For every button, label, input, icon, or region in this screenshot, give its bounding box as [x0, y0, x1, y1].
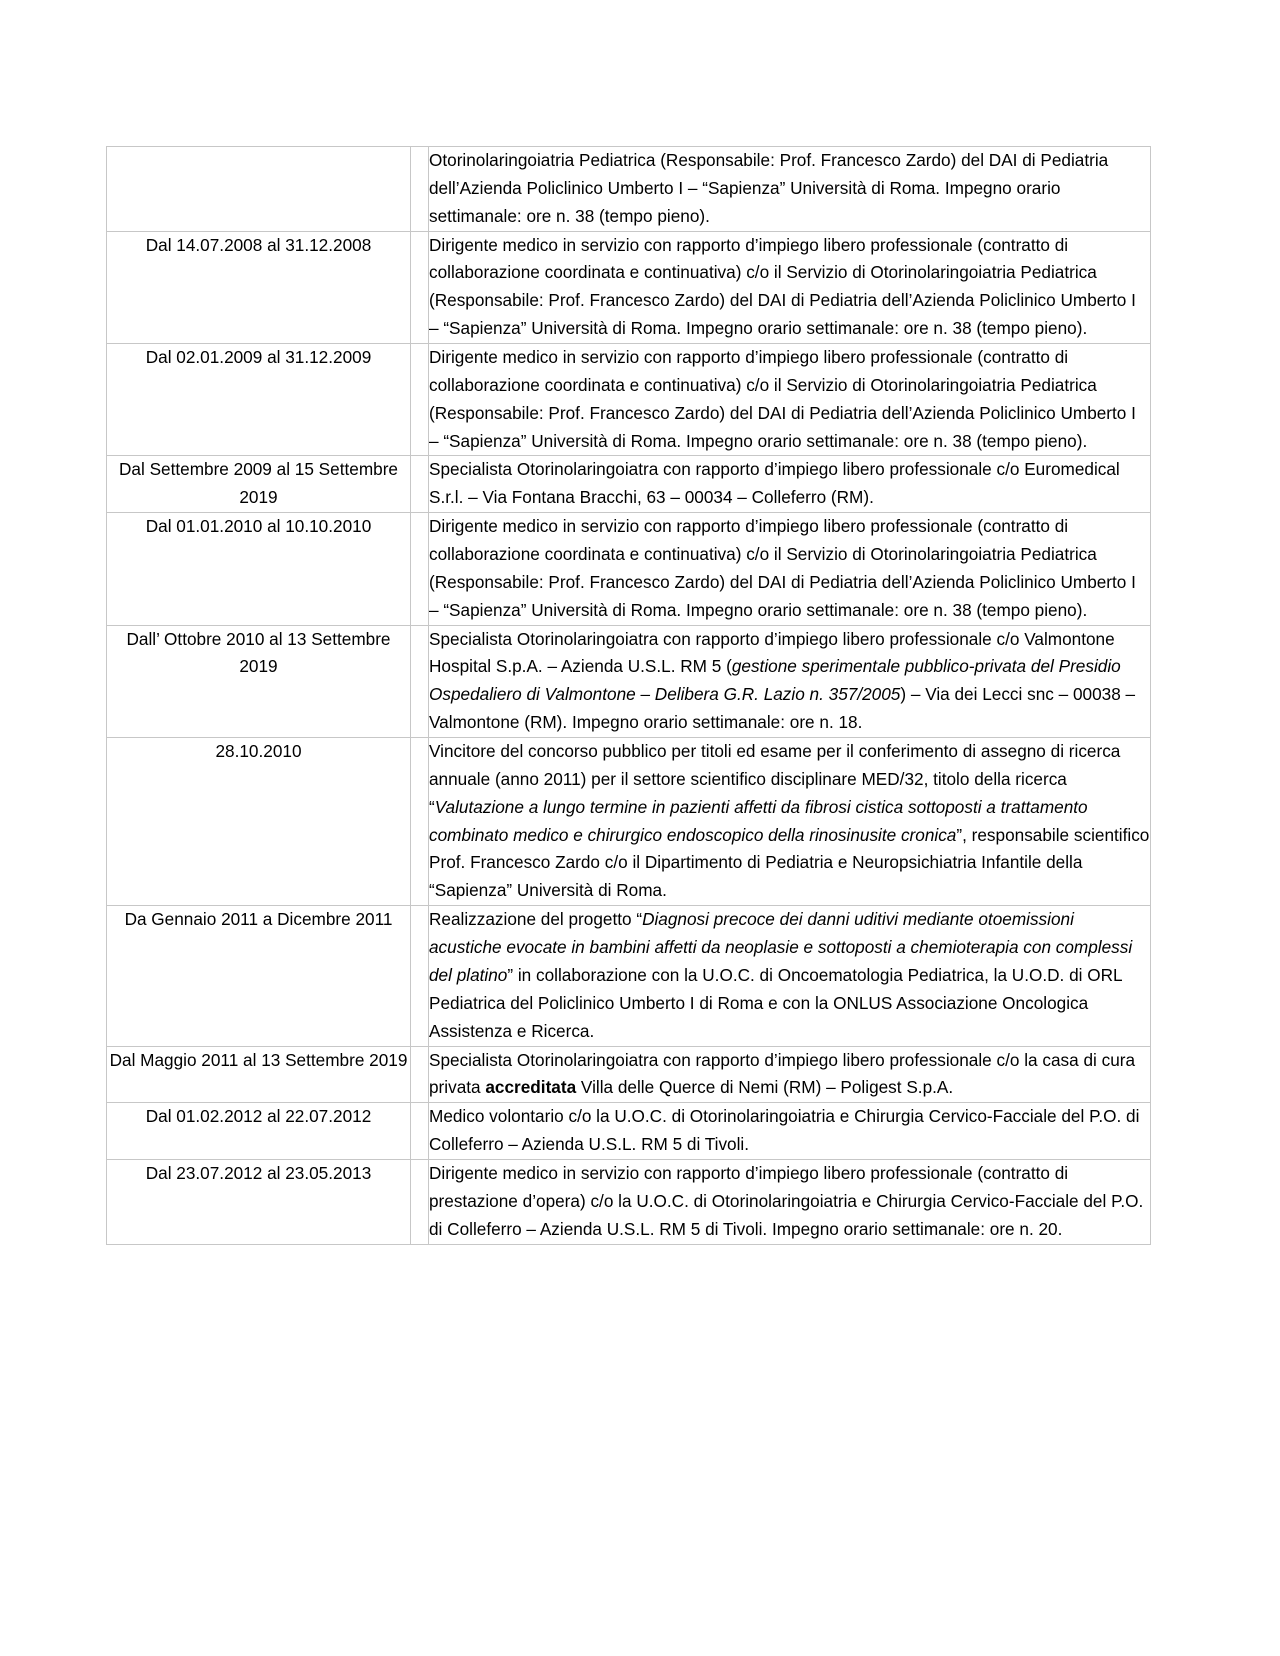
description-text: Dirigente medico in servizio con rapporto d’impiego libero professionale (contratto di collaborazione coordinata e continuativa) c/o il Servizio di Otorinolaringoiatria Pediatrica (Responsabile: Prof. Francesco Zardo) del DAI di Pediatria dell’Azienda Policlinico Umberto I – “Sapienza” Università di Roma. Impegno orario settimanale: ore n. 38 (tempo pieno).	[429, 516, 1136, 620]
table-row	[107, 906, 1151, 1046]
description-text: Dirigente medico in servizio con rapporto d’impiego libero professionale (contratto di collaborazione coordinata e continuativa) c/o il Servizio di Otorinolaringoiatria Pediatrica (Responsabile: Prof. Francesco Zardo) del DAI di Pediatria dell’Azienda Policlinico Umberto I – “Sapienza” Università di Roma. Impegno orario settimanale: ore n. 38 (tempo pieno).	[429, 234, 1136, 339]
description-text: Dirigente medico in servizio con rapporto d’impiego libero professionale (contratto di collaborazione coordinata e continuativa) c/o il Servizio di Otorinolaringoiatria Pediatrica (Responsabile: Prof. Francesco Zardo) del DAI di Pediatria dell’Azienda Policlinico Umberto I – “Sapienza” Università di Roma. Impegno orario settimanale: ore n. 38 (tempo pieno).	[429, 347, 1136, 451]
spacer-cell	[411, 906, 429, 1046]
table-row	[107, 1046, 1151, 1103]
spacer-cell	[411, 456, 429, 513]
table-row	[107, 456, 1151, 513]
experience-table	[106, 146, 1151, 1245]
table-row	[107, 344, 1151, 456]
period-cell	[107, 625, 411, 737]
table-row	[107, 1159, 1151, 1244]
spacer-cell	[411, 344, 429, 456]
table-body	[107, 147, 1151, 1245]
description-text: Dirigente medico in servizio con rapporto d’impiego libero professionale (contratto di prestazione d’opera) c/o la U.O.C. di Otorinolaringoiatria e Chirurgia Cervico-Facciale del P.O. di Colleferro – Azienda U.S.L. RM 5 di Tivoli. Impegno orario settimanale: ore n. 20.	[429, 1162, 1144, 1239]
description-text: Otorinolaringoiatria Pediatrica (Responsabile: Prof. Francesco Zardo) del DAI di Pediatria dell’Azienda Policlinico Umberto I – “Sapienza” Università di Roma. Impegno orario settimanale: ore n. 38 (tempo pieno).	[429, 150, 1109, 226]
description-cell	[429, 147, 1151, 232]
period-text: Dal 01.01.2010 al 10.10.2010	[145, 516, 372, 537]
description-cell	[429, 1159, 1151, 1244]
table-row	[107, 625, 1151, 737]
description-text: Medico volontario c/o la U.O.C. di Otorinolaringoiatria e Chirurgia Cervico-Facciale del P.O. di Colleferro – Azienda U.S.L. RM 5 di Tivoli.	[429, 1106, 1140, 1155]
period-cell	[107, 231, 411, 343]
spacer-cell	[411, 1046, 429, 1103]
period-cell	[107, 456, 411, 513]
description-cell	[429, 1103, 1151, 1160]
period-text: Dal Maggio 2011 al 13 Settembre 2019	[109, 1049, 408, 1070]
table-row	[107, 513, 1151, 625]
period-cell	[107, 513, 411, 625]
description-text: Specialista Otorinolaringoiatra con rapporto d’impiego libero professionale c/o Valmontone Hospital S.p.A. – Azienda U.S.L. RM 5 (gestione sperimentale pubblico-privata del Presidio Ospedaliero di Valmontone – Delibera G.R. Lazio n. 357/2005) – Via dei Lecci snc – 00038 – Valmontone (RM). Impegno orario settimanale: ore n. 18.	[429, 628, 1136, 733]
period-text: Dal Settembre 2009 al 15 Settembre 2019	[119, 459, 398, 508]
spacer-cell	[411, 738, 429, 906]
period-text: Dal 23.07.2012 al 23.05.2013	[145, 1162, 372, 1183]
spacer-cell	[411, 147, 429, 232]
description-text: Vincitore del concorso pubblico per titoli ed esame per il conferimento di assegno di ricerca annuale (anno 2011) per il settore scientifico disciplinare MED/32, titolo della ricerca “Valutazione a lungo termine in pazienti affetti da fibrosi cistica sottoposti a trattamento combinato medico e chirurgico endoscopico della rinosinusite cronica”, responsabile scientifico Prof. Francesco Zardo c/o il Dipartimento di Pediatria e Neuropsichiatria Infantile della “Sapienza” Università di Roma.	[429, 741, 1150, 901]
period-cell	[107, 1046, 411, 1103]
description-cell	[429, 738, 1151, 906]
table-row	[107, 231, 1151, 343]
description-text: Specialista Otorinolaringoiatra con rapporto d’impiego libero professionale c/o la casa di cura privata accreditata Villa delle Querce di Nemi (RM) – Poligest S.p.A.	[429, 1049, 1136, 1098]
spacer-cell	[411, 1159, 429, 1244]
description-cell	[429, 625, 1151, 737]
description-cell	[429, 231, 1151, 343]
description-cell	[429, 906, 1151, 1046]
spacer-cell	[411, 513, 429, 625]
period-cell	[107, 1159, 411, 1244]
period-text: Dal 02.01.2009 al 31.12.2009	[145, 347, 372, 368]
period-cell	[107, 1103, 411, 1160]
description-cell	[429, 513, 1151, 625]
period-cell	[107, 147, 411, 232]
period-text: Dal 14.07.2008 al 31.12.2008	[145, 234, 372, 255]
description-text: Specialista Otorinolaringoiatra con rapporto d’impiego libero professionale c/o Euromedical S.r.l. – Via Fontana Bracchi, 63 – 00034 – Colleferro (RM).	[429, 459, 1120, 508]
table-row	[107, 738, 1151, 906]
period-text: Dall’ Ottobre 2010 al 13 Settembre 2019	[126, 628, 391, 677]
period-cell	[107, 906, 411, 1046]
period-text: 28.10.2010	[215, 741, 302, 762]
spacer-cell	[411, 1103, 429, 1160]
table-row	[107, 1103, 1151, 1160]
spacer-cell	[411, 231, 429, 343]
period-text: Da Gennaio 2011 a Dicembre 2011	[124, 909, 393, 930]
period-text: Dal 01.02.2012 al 22.07.2012	[145, 1106, 372, 1127]
description-cell	[429, 1046, 1151, 1103]
period-cell	[107, 344, 411, 456]
period-cell	[107, 738, 411, 906]
description-text: Realizzazione del progetto “Diagnosi precoce dei danni uditivi mediante otoemissioni acustiche evocate in bambini affetti da neoplasie e sottoposti a chemioterapia con complessi del platino” in collaborazione con la U.O.C. di Oncoematologia Pediatrica, la U.O.D. di ORL Pediatrica del Policlinico Umberto I di Roma e con la ONLUS Associazione Oncologica Assistenza e Ricerca.	[429, 909, 1133, 1041]
spacer-cell	[411, 625, 429, 737]
description-cell	[429, 344, 1151, 456]
description-cell	[429, 456, 1151, 513]
table-row	[107, 147, 1151, 232]
